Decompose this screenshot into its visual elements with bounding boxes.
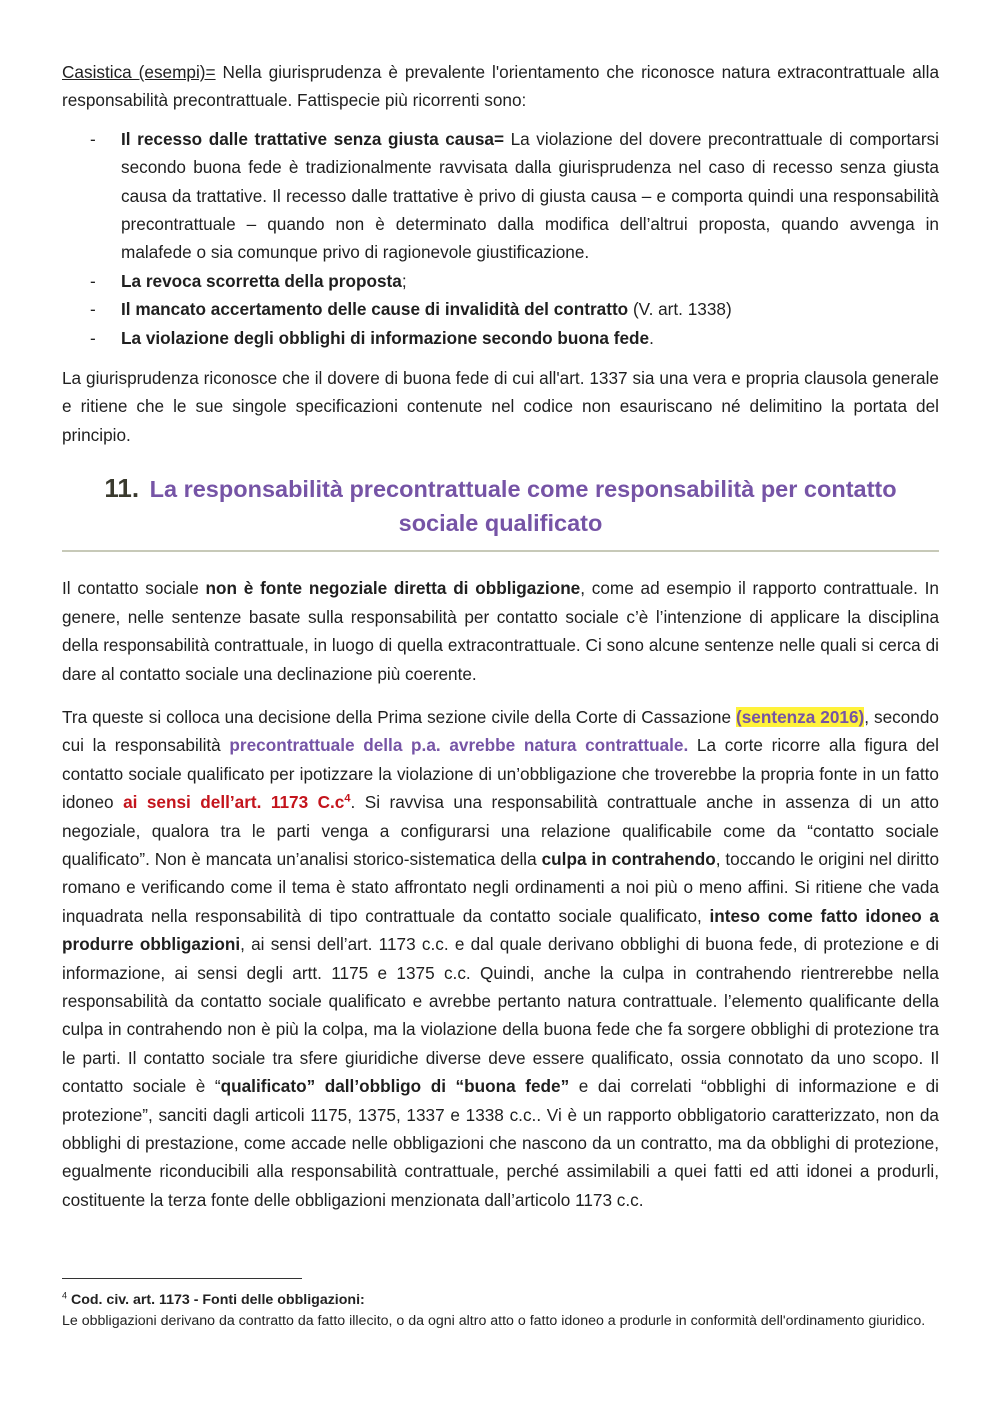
case-title: Il mancato accertamento delle cause di invalidità del contratto: [121, 299, 629, 320]
red-emphasis: [123, 792, 350, 812]
text-run: , toccando le origini nel diritto romano e verificando come il tema è stato affrontato negli ordinamenti a noi più o meno affini. Si ritiene che vada inquadrata nella responsabilità di tipo contrattuale da contatto sociale qualificato,: [62, 848, 939, 926]
section-number: 11.: [104, 473, 140, 504]
intro-label: Casistica (esempi)=: [62, 62, 216, 82]
bold-run: qualificato” dall’obbligo di “buona fede”: [220, 1076, 570, 1097]
footnote: [62, 1290, 939, 1332]
case-text: (V. art. 1338): [628, 299, 732, 320]
cases-list: [62, 125, 939, 352]
heading-divider: [62, 550, 939, 552]
section-title: La responsabilità precontrattuale come responsabilità per contatto sociale qualificato: [149, 476, 897, 537]
list-item: [62, 324, 939, 352]
intro-text: Nella giurisprudenza è prevalente l'orientamento che riconosce natura extracontrattuale alla responsabilità precontrattuale. Fattispecie più ricorrenti sono:: [62, 62, 940, 111]
footnote-title-line: [62, 1290, 939, 1311]
footnote-number: 4: [62, 1290, 68, 1301]
paragraph-buona-fede: La giurisprudenza riconosce che il dovere di buona fede di cui all'art. 1337 sia una vera e propria clausola generale e ritiene che le sue singole specificazioni contenute nel codice non esauriscano né delimitino la portata del principio.: [62, 368, 939, 445]
text-run: e dai correlati “obblighi di informazione e di protezione”, sanciti dagli articoli 1175, 1375, 1337 e 1338 c.c.. Vi è un rapporto obbligatorio caratterizzato, non da obblighi di prestazione, come accade nelle obbligazioni che nascono da un contratto, ma da obblighi di protezione, egualmente riconducibili alla responsabilità contrattuale, perché assimilabili a quei fatti ed atti idonei a produrli, costituente la terza fonte delle obbligazioni menzionata dall’articolo 1173 c.c.: [62, 1076, 940, 1210]
intro-paragraph: [62, 58, 939, 115]
section-heading: [62, 471, 939, 540]
text-run: , secondo cui la responsabilità: [62, 706, 939, 756]
list-item: [62, 295, 939, 323]
text-run: Tra queste si colloca una decisione della Prima sezione civile della Corte di Cassazione: [62, 706, 736, 727]
case-text: .: [649, 327, 654, 348]
text-run: . Si ravvisa una responsabilità contrattuale anche in assenza di un atto negoziale, qualora tra le parti venga a configurarsi una relazione qualificabile come da “contatto sociale qualificato”. Non è mancata un’analisi storico-sistematica della: [62, 792, 939, 869]
text-run: , come ad esempio il rapporto contrattuale. In genere, nelle sentenze basate sulla responsabilità per contatto sociale c’è l’intenzione di applicare la disciplina della responsabilità contrattuale, in luogo di quella extracontrattuale. Ci sono alcune sentenze nelle quali si cerca di dare al contatto sociale una declinazione più coerente.: [62, 578, 939, 684]
list-item: [62, 125, 939, 267]
highlight-sentenza: (sentenza 2016): [736, 706, 865, 727]
text-run: , ai sensi dell’art. 1173 c.c. e dal quale derivano obblighi di buona fede, di protezione e di informazione, ai sensi degli artt. 1175 e 1375 c.c. Quindi, anche la culpa in contrahendo rientrerebbe nella responsabilità da contatto sociale qualificato e avrebbe pertanto natura contrattuale. l’elemento qualificante della culpa in contrahendo non è più la colpa, ma la violazione della buona fede che fa sorgere obblighi di protezione tra le parti. Il contatto sociale tra sfere giuridiche diverse deve essere qualificato, ossia connotato da uno scopo. Il contatto sociale è “: [62, 934, 939, 1097]
list-item: [62, 267, 939, 295]
case-title: La revoca scorretta della proposta: [121, 270, 402, 291]
footnote-title: Cod. civ. art. 1173 - Fonti delle obbligazioni:: [70, 1292, 365, 1308]
red-text: ai sensi dell’art. 1173 C.c: [123, 792, 345, 813]
document-page: [62, 58, 939, 1214]
bold-run: culpa in contrahendo: [541, 848, 716, 869]
purple-emphasis: precontrattuale della p.a. avrebbe natura contrattuale.: [229, 735, 689, 756]
case-text: ;: [401, 270, 407, 291]
bold-run: non è fonte negoziale diretta di obbligazione: [205, 578, 581, 599]
text-run: La corte ricorre alla figura del contatto sociale qualificato per ipotizzare la violazione di un’obbligazione che troverebbe la propria fonte in un fatto idoneo: [62, 735, 940, 813]
paragraph-cassazione: [62, 703, 939, 1214]
case-title: La violazione degli obblighi di informazione secondo buona fede: [121, 327, 650, 348]
footnote-text: Le obbligazioni derivano da contratto da fatto illecito, o da ogni altro atto o fatto idoneo a produrle in conformità dell'ordinamento giuridico.: [62, 1313, 926, 1329]
paragraph-contatto-sociale: [62, 574, 939, 688]
footnote-reference[interactable]: 4: [344, 792, 351, 805]
case-title: Il recesso dalle trattative senza giusta causa=: [121, 128, 504, 149]
case-text: La violazione del dovere precontrattuale di comportarsi secondo buona fede è tradizionalmente ravvisata dalla giurisprudenza nel caso di recesso senza giusta causa da trattative. Il recesso dalle trattative è privo di giusta causa – e comporta quindi una responsabilità precontrattuale – quando non è determinato dalla modifica dell’altrui proposta, quando avvenga in malafede o sia comunque privo di ragionevole giustificazione.: [121, 128, 939, 263]
text-run: Il contatto sociale: [62, 578, 206, 599]
bold-run: inteso come fatto idoneo a produrre obbligazioni: [62, 905, 939, 955]
footnote-divider: [62, 1278, 302, 1279]
